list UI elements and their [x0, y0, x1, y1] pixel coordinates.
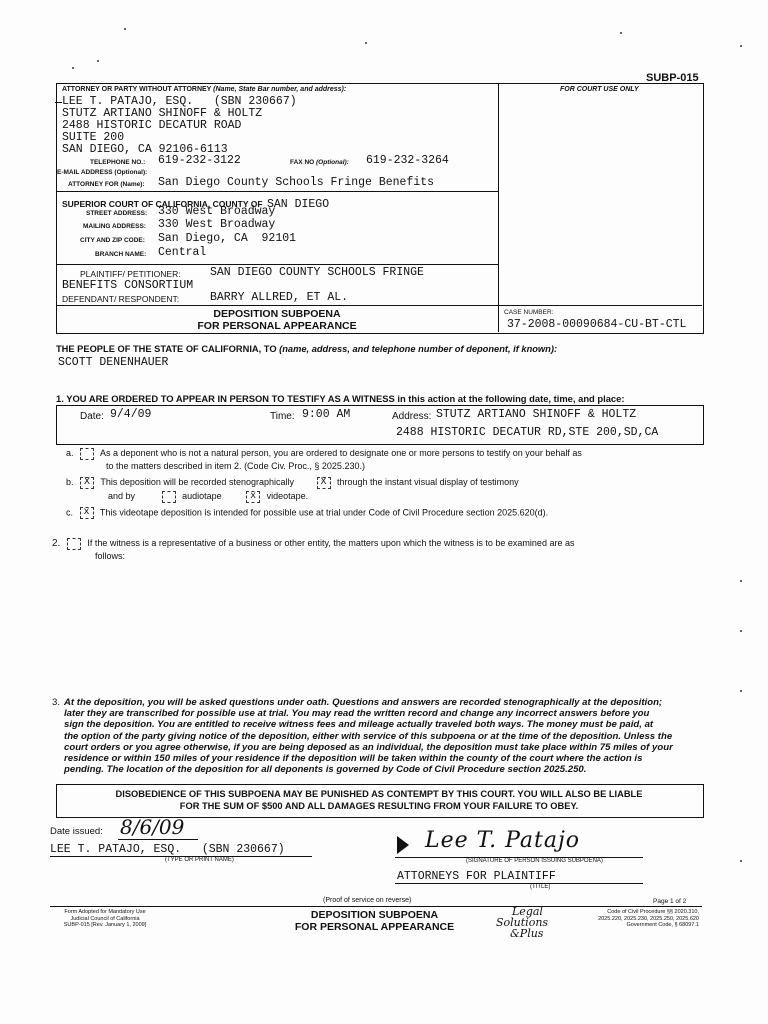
attorney-line-1: LEE T. PATAJO, ESQ. (SBN 230667)	[62, 95, 297, 108]
footer-rule	[50, 906, 702, 907]
time-value: 9:00 AM	[302, 408, 351, 421]
defendant-value: BARRY ALLRED, ET AL.	[210, 291, 349, 304]
email-label: E-MAIL ADDRESS (Optional):	[57, 169, 148, 176]
fax-label: FAX NO (Optional):	[290, 159, 349, 166]
item1a: a. As a deponent who is not a natural person, you are ordered to designate one or more persons to testify on your behalf as to the matters described in item 2. (Code Civ. Proc., § 2025.230.)	[66, 448, 582, 471]
time-label: Time:	[270, 411, 295, 422]
plaintiff-value-2: BENEFITS CONSORTIUM	[62, 279, 194, 292]
street-label: STREET ADDRESS:	[86, 210, 148, 217]
warning-line-1: DISOBEDIENCE OF THIS SUBPOENA MAY BE PUNISHED AS CONTEMPT BY THIS COURT. YOU WILL ALSO BE LIABLE	[115, 789, 643, 799]
item1c-checkbox[interactable]: x	[80, 507, 94, 519]
item1b-checkbox[interactable]: X	[80, 477, 94, 489]
attorney-line-3: 2488 HISTORIC DECATUR ROAD	[62, 119, 242, 132]
title-line	[395, 883, 643, 884]
scan-speck	[124, 28, 126, 30]
form-code: SUBP-015	[646, 72, 699, 84]
plaintiff-value-1: SAN DIEGO COUNTY SCHOOLS FRINGE	[210, 266, 424, 279]
branch-label: BRANCH NAME:	[95, 251, 147, 258]
printed-name-label: (TYPE OR PRINT NAME)	[165, 857, 234, 863]
item2-checkbox[interactable]	[67, 538, 81, 550]
mailing-label: MAILING ADDRESS:	[83, 223, 146, 230]
item1-heading: 1. YOU ARE ORDERED TO APPEAR IN PERSON TO TESTIFY AS A WITNESS in this action at the following date, time, and place:	[56, 393, 625, 404]
title-value: ATTORNEYS FOR PLAINTIFF	[397, 870, 556, 883]
item1c: c. x This videotape deposition is intended for possible use at trial under Code of Civil Procedure section 2025.620(d).	[66, 507, 549, 518]
scan-speck	[620, 32, 622, 34]
audiotape-checkbox[interactable]	[162, 491, 176, 503]
city-value: San Diego, CA 92101	[158, 232, 297, 245]
printed-name-value: LEE T. PATAJO, ESQ. (SBN 230667)	[50, 843, 285, 856]
doc-title-line-1: DEPOSITION SUBPOENA	[213, 308, 341, 320]
form-adopted: Form Adopted for Mandatory Use Judicial Council of California SUBP-015 [Rev. January 1, 2009]	[63, 909, 147, 928]
scan-speck	[740, 630, 742, 632]
branch-value: Central	[158, 246, 207, 259]
scan-speck	[740, 690, 742, 692]
telephone-label: TELEPHONE NO.:	[90, 159, 146, 166]
date-value: 9/4/09	[110, 408, 152, 421]
warning-line-2: FOR THE SUM OF $500 AND ALL DAMAGES RESULTING FROM YOUR FAILURE TO OBEY.	[179, 801, 579, 811]
item3-num: 3.	[52, 697, 61, 708]
caption-divider	[498, 83, 499, 332]
case-number-value: 37-2008-00090684-CU-BT-CTL	[507, 318, 687, 331]
scan-speck	[740, 580, 742, 582]
scan-speck	[365, 42, 367, 44]
address-line-1: STUTZ ARTIANO SHINOFF & HOLTZ	[436, 408, 637, 421]
proof-note: (Proof of service on reverse)	[323, 897, 412, 904]
defendant-label: DEFENDANT/ RESPONDENT:	[62, 294, 180, 304]
telephone-value: 619-232-3122	[158, 154, 241, 167]
address-label: Address:	[392, 411, 432, 422]
court-parties-divider	[56, 264, 498, 265]
parties-title-divider	[56, 305, 702, 306]
attorney-line-marker	[55, 102, 62, 103]
signature-handwriting: Lee T. Patajo	[425, 828, 581, 853]
address-line-2: 2488 HISTORIC DECATUR RD,STE 200,SD,CA	[396, 426, 659, 439]
street-value: 330 West Broadway	[158, 205, 276, 218]
item3-paragraph: At the deposition, you will be asked questions under oath. Questions and answers are recorded stenographically at the deposition; later they are transcribed for possible use at trial. You may read the written record and change any incorrect answers before you sign the deposition. You are entitled to receive witness fees and mileage actually traveled both ways. The money must be paid, at the option of the party giving notice of the deposition, either with service of this subpoena or at the time of the deposition. Unless the court orders or you agree otherwise, if you are being deposed as an individual, the deposition must take place within 75 miles of your residence or within 150 miles of your residence if the deposition will be taken within the county of the court where the action is pending. The location of the deposition for all deponents is governed by Code of Civil Procedure section 2025.250.	[64, 697, 673, 776]
date-label: Date:	[80, 411, 104, 422]
plaintiff-label: PLAINTIFF/ PETITIONER:	[80, 269, 181, 279]
item1a-checkbox[interactable]	[80, 448, 94, 460]
court-use-label: FOR COURT USE ONLY	[560, 86, 639, 93]
city-label: CITY AND ZIP CODE:	[80, 237, 145, 244]
publisher-logo: Legal Solutions &Plus	[496, 905, 549, 940]
footer-title-2: FOR PERSONAL APPEARANCE	[294, 921, 455, 933]
doc-title-line-2: FOR PERSONAL APPEARANCE	[197, 320, 357, 332]
page-number: Page 1 of 2	[653, 898, 687, 905]
case-number-label: CASE NUMBER:	[504, 309, 554, 316]
scan-speck	[740, 860, 742, 862]
attorney-for-value: San Diego County Schools Fringe Benefits	[158, 176, 435, 189]
attorney-line-4: SUITE 200	[62, 131, 125, 144]
signature-arrow-icon	[397, 836, 409, 859]
attorney-label: ATTORNEY OR PARTY WITHOUT ATTORNEY (Name, State Bar number, and address):	[62, 86, 347, 93]
title-label: (TITLE)	[530, 884, 551, 890]
date-issued-value: 8/6/09	[120, 815, 185, 839]
date-issued-line	[118, 839, 198, 840]
attorney-for-label: ATTORNEY FOR (Name):	[68, 181, 145, 188]
videotape-checkbox[interactable]: x	[246, 491, 260, 503]
fax-value: 619-232-3264	[366, 154, 449, 167]
scan-speck	[97, 60, 99, 62]
scan-speck	[72, 67, 74, 69]
scan-speck	[740, 45, 742, 47]
court-title: SUPERIOR COURT OF CALIFORNIA, COUNTY OF SAN DIEGO	[62, 198, 330, 211]
code-refs: Code of Civil Procedure §§ 2020.310, 2025.220, 2025.230, 2025.250, 2025.620 Government Code, § 68097.1	[598, 909, 699, 928]
people-heading: THE PEOPLE OF THE STATE OF CALIFORNIA, TO (name, address, and telephone number of deponent, if known):	[56, 344, 558, 354]
item1b: b. X This deposition will be recorded stenographically X through the instant visual display of testimony and by audiotape x videotape.	[66, 476, 519, 502]
footer-title-1: DEPOSITION SUBPOENA	[310, 909, 439, 921]
date-issued-label: Date issued:	[50, 826, 103, 837]
mailing-value: 330 West Broadway	[158, 218, 276, 231]
attorney-line-5: SAN DIEGO, CA 92106-6113	[62, 143, 228, 156]
deponent-value: SCOTT DENENHAUER	[58, 356, 169, 369]
attorney-court-divider	[56, 191, 498, 192]
signature-label: (SIGNATURE OF PERSON ISSUING SUBPOENA)	[466, 858, 603, 864]
instant-display-checkbox[interactable]: X	[317, 477, 331, 489]
attorney-line-2: STUTZ ARTIANO SHINOFF & HOLTZ	[62, 107, 263, 120]
item2: 2. If the witness is a representative of a business or other entity, the matters upon which the witness is to be examined are as follows:	[52, 538, 575, 561]
